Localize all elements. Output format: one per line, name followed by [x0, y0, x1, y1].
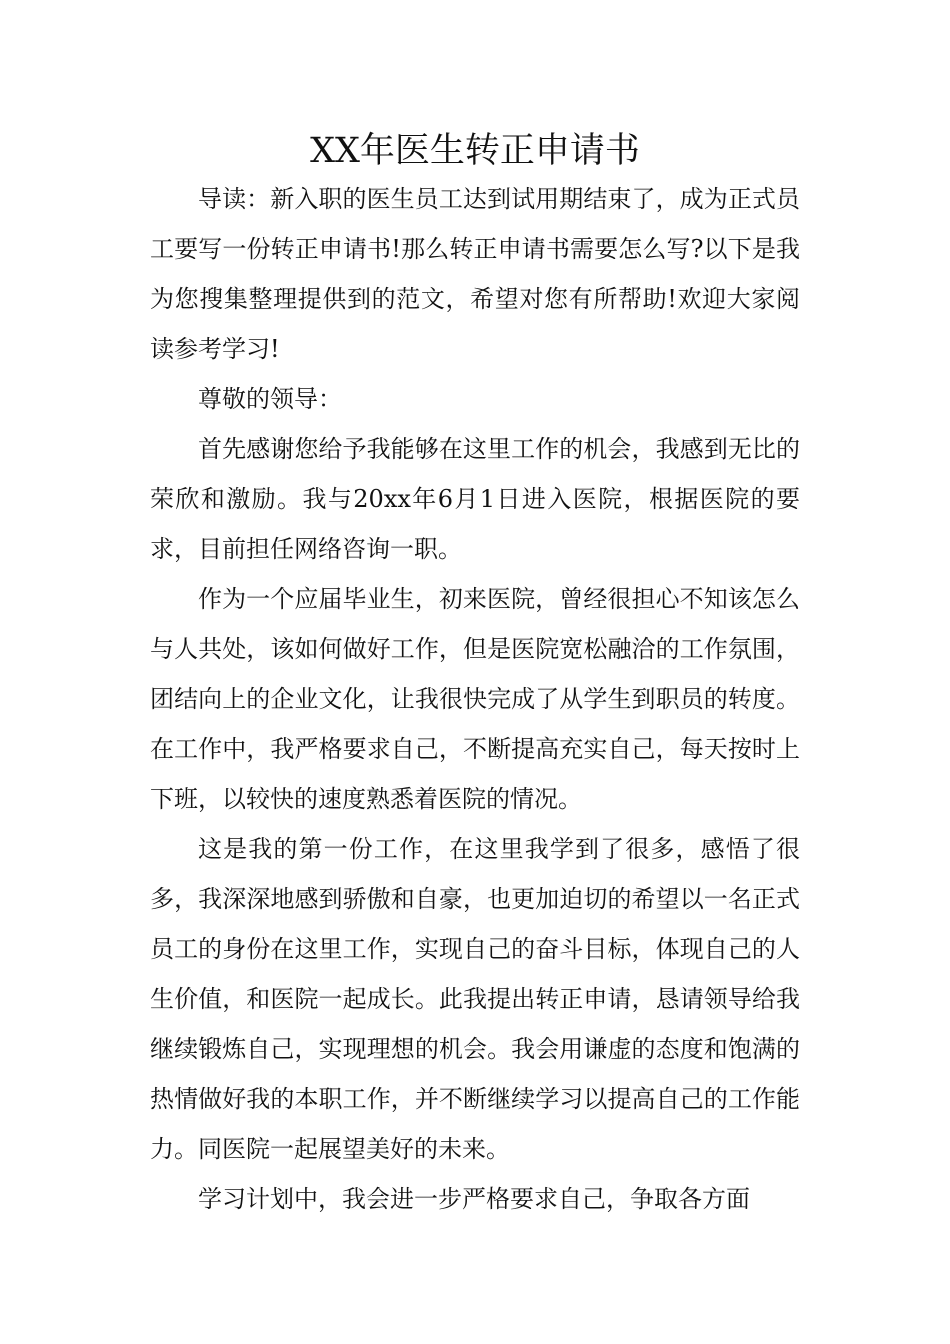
paragraph-salutation: 尊敬的领导： [198, 385, 342, 413]
page-title: XX年医生转正申请书 [310, 131, 640, 171]
paragraph-2: 作为一个应届毕业生，初来医院，曾经很担心不知该怎么与人共处，该如何做好工作，但是医院宽松融洽的工作氛围，团结向上的企业文化，让我很快完成了从学生到职员的转度。在工作中，我严格要求自己，不断提高充实自己，每天按时上下班，以较快的速度熟悉着医院的情况。 [150, 585, 800, 813]
paragraph-4: 学习计划中，我会进一步严格要求自己，争取各方面 [198, 1185, 750, 1213]
paragraph-intro: 导读：新入职的医生员工达到试用期结束了，成为正式员工要写一份转正申请书!那么转正申请书需要怎么写?以下是我为您搜集整理提供到的范文，希望对您有所帮助!欢迎大家阅读参考学习! [150, 185, 800, 363]
document-body [150, 174, 800, 1224]
paragraph-3: 这是我的第一份工作，在这里我学到了很多，感悟了很多，我深深地感到骄傲和自豪，也更加迫切的希望以一名正式员工的身份在这里工作，实现自己的奋斗目标，体现自己的人生价值，和医院一起成长。此我提出转正申请，恳请领导给我继续锻炼自己，实现理想的机会。我会用谦虚的态度和饱满的热情做好我的本职工作，并不断继续学习以提高自己的工作能力。同医院一起展望美好的未来。 [150, 835, 800, 1163]
paragraph-1: 首先感谢您给予我能够在这里工作的机会，我感到无比的荣欣和激励。我与20xx年6月1日进入医院，根据医院的要求，目前担任网络咨询一职。 [150, 435, 800, 563]
